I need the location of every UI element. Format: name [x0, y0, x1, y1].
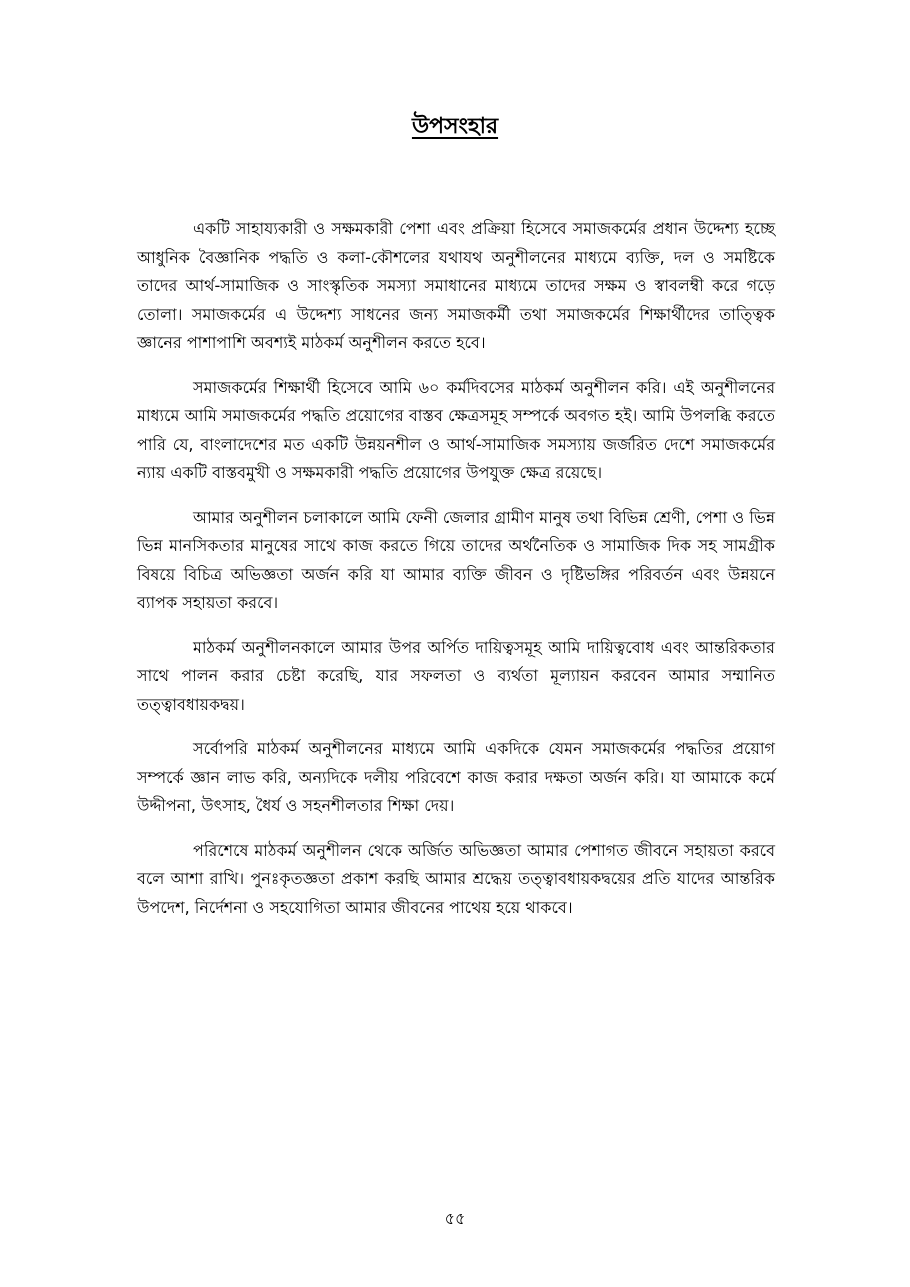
paragraph-6: পরিশেষে মাঠকর্ম অনুশীলন থেকে অর্জিত অভিজ্ঞতা আমার পেশাগত জীবনে সহায়তা করবে বলে আশা রাখি। পুনঃকৃতজ্ঞতা প্রকাশ করছি আমার শ্রদ্ধেয় তত্ত্বাবধায়কদ্বয়ের প্রতি যাদের আন্তরিক উপদেশ, নির্দেশনা ও সহযোগিতা আমার জীবনের পাথেয় হয়ে থাকবে।: [137, 840, 775, 917]
page-title: [0, 112, 910, 142]
paragraph-4: মাঠকর্ম অনুশীলনকালে আমার উপর অর্পিত দায়িত্বসমূহ আমি দায়িত্ববোধ এবং আন্তরিকতার সাথে পালন করার চেষ্টা করেছি, যার সফলতা ও ব্যর্থতা মূল্যায়ন করবেন আমার সম্মানিত তত্ত্বাবধায়কদ্বয়।: [137, 637, 775, 714]
paragraph-5: সর্বোপরি মাঠকর্ম অনুশীলনের মাধ্যমে আমি একদিকে যেমন সমাজকর্মের পদ্ধতির প্রয়োগ সম্পর্কে জ্ঞান লাভ করি, অন্যদিকে দলীয় পরিবেশে কাজ করার দক্ষতা অর্জন করি। যা আমাকে কর্মে উদ্দীপনা, উৎসাহ, ধৈর্য ও সহনশীলতার শিক্ষা দেয়।: [137, 739, 775, 815]
paragraph-1: একটি সাহায্যকারী ও সক্ষমকারী পেশা এবং প্রক্রিয়া হিসেবে সমাজকর্মের প্রধান উদ্দেশ্য হচ্ছে আধুনিক বৈজ্ঞানিক পদ্ধতি ও কলা-কৌশলের যথাযথ অনুশীলনের মাধ্যমে ব্যক্তি, দল ও সমষ্টিকে তাদের আর্থ-সামাজিক ও সাংস্কৃতিক সমস্যা সমাধানের মাধ্যমে তাদের সক্ষম ও স্বাবলম্বী করে গড়ে তোলা। সমাজকর্মের এ উদ্দেশ্য সাধনের জন্য সমাজকর্মী তথা সমাজকর্মের শিক্ষার্থীদের তাত্ত্বিক জ্ঞানের পাশাপাশি অবশ্যই মাঠকর্ম অনুশীলন করতে হবে।: [137, 219, 775, 352]
body-text: [137, 215, 775, 938]
paragraph-2: সমাজকর্মের শিক্ষার্থী হিসেবে আমি ৬০ কর্মদিবসের মাঠকর্ম অনুশীলন করি। এই অনুশীলনের মাধ্যমে আমি সমাজকর্মের পদ্ধতি প্রয়োগের বাস্তব ক্ষেত্রসমূহ সম্পর্কে অবগত হই। আমি উপলব্ধি করতে পারি যে, বাংলাদেশের মত একটি উন্নয়নশীল ও আর্থ-সামাজিক সমস্যায় জর্জরিত দেশে সমাজকর্মের ন্যায় একটি বাস্তবমুখী ও সক্ষমকারী পদ্ধতি প্রয়োগের উপযুক্ত ক্ষেত্র রয়েছে।: [137, 377, 775, 482]
page-title-text: উপসংহার: [411, 114, 499, 139]
paragraph-3: আমার অনুশীলন চলাকালে আমি ফেনী জেলার গ্রামীণ মানুষ তথা বিভিন্ন শ্রেণী, পেশা ও ভিন্ন ভিন্ন মানসিকতার মানুষের সাথে কাজ করতে গিয়ে তাদের অর্থনৈতিক ও সামাজিক দিক সহ সামগ্রীক বিষয়ে বিচিত্র অভিজ্ঞতা অর্জন করি যা আমার ব্যক্তি জীবন ও দৃষ্টিভঙ্গির পরিবর্তন এবং উন্নয়নে ব্যাপক সহায়তা করবে।: [137, 507, 775, 612]
page-number: ৫৫: [444, 1209, 466, 1228]
